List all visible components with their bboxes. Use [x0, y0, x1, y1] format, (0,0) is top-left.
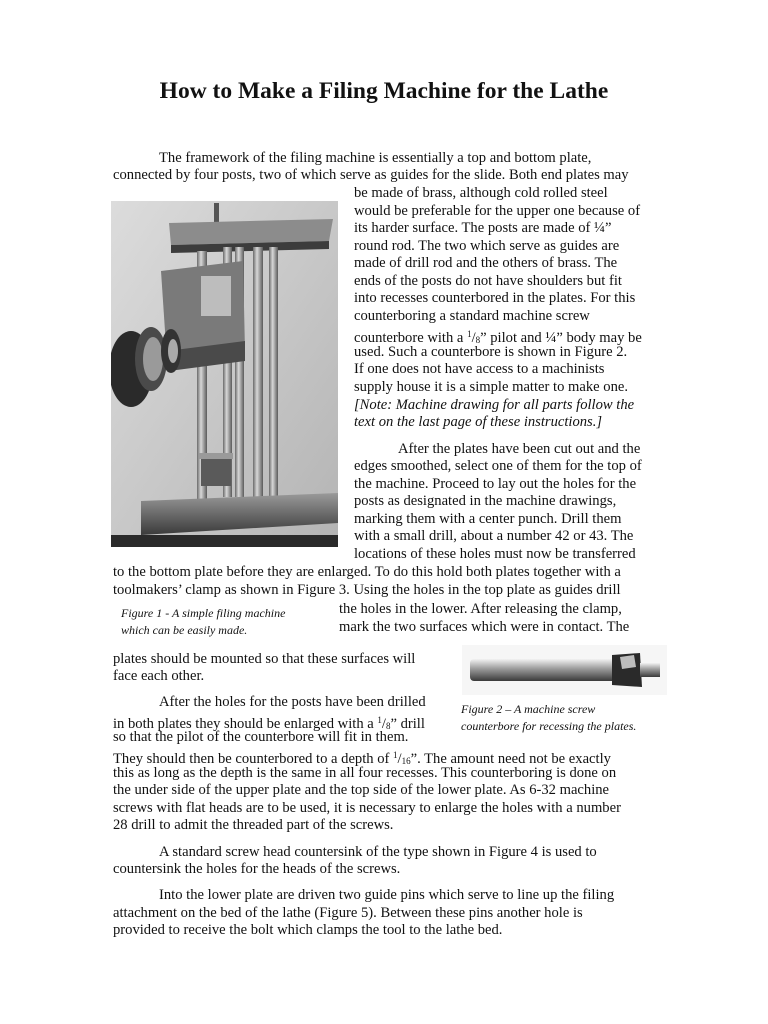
- text-line: to the bottom plate before they are enlarged. To do this hold both plates together with a: [113, 564, 621, 580]
- text-line: edges smoothed, select one of them for the top of: [354, 458, 642, 474]
- text-line: its harder surface. The posts are made of ¼”: [354, 220, 612, 236]
- text-segment: in both plates they should be enlarged with a: [113, 716, 378, 732]
- text-line: the under side of the upper plate and the top side of the lower plate. As 6-32 machine: [113, 782, 610, 798]
- text-line: toolmakers’ clamp as shown in Figure 3. Using the holes in the top plate as guides drill: [113, 582, 621, 598]
- text-line: posts as designated in the machine drawings,: [354, 493, 617, 509]
- text-segment: counterbore with a: [354, 330, 468, 346]
- text-line: be made of brass, although cold rolled steel: [354, 185, 608, 201]
- text-line: attachment on the bed of the lathe (Figure 5). Between these pins another hole is: [113, 905, 583, 921]
- fraction-denominator: 16: [401, 756, 411, 766]
- text-line: into recesses counterbored in the plates. For this: [354, 290, 636, 306]
- text-line: Into the lower plate are driven two guide pins which serve to line up the filing: [159, 887, 615, 903]
- fraction-numerator: 1: [393, 750, 398, 760]
- filing-machine-photo: [111, 201, 338, 547]
- text-line-fraction: They should then be counterbored to a depth of $^1$/16”. The amount need not be exactly: [113, 750, 611, 767]
- fraction-numerator: 1: [467, 329, 472, 339]
- text-line: After the holes for the posts have been drilled: [159, 694, 426, 710]
- text-line-fraction: counterbore with a $^1$/8” pilot and ¼” body may be: [354, 329, 642, 346]
- text-line: After the plates have been cut out and the: [398, 441, 641, 457]
- text-segment: ” pilot and ¼” body may be: [480, 330, 642, 346]
- text-line: used. Such a counterbore is shown in Figure 2.: [354, 344, 628, 360]
- text-line-fraction: in both plates they should be enlarged with a $^1$/8” drill: [113, 715, 425, 732]
- text-line: A standard screw head countersink of the type shown in Figure 4 is used to: [159, 844, 597, 860]
- text-segment: They should then be counterbored to a depth of: [113, 751, 394, 767]
- counterbore-photo: [462, 645, 667, 695]
- text-line: screws with flat heads are to be used, it is necessary to enlarge the holes with a number: [113, 800, 621, 816]
- page-title: How to Make a Filing Machine for the Lathe: [159, 78, 609, 104]
- text-segment: ” drill: [390, 716, 425, 732]
- text-line: ends of the posts do not have shoulders but fit: [354, 273, 622, 289]
- text-line: plates should be mounted so that these surfaces will: [113, 651, 416, 667]
- fraction-denominator: 8: [385, 721, 391, 731]
- text-line: face each other.: [113, 668, 205, 684]
- figure-caption: which can be easily made.: [121, 623, 248, 637]
- note-line: [Note: Machine drawing for all parts follow the: [354, 397, 635, 413]
- text-line: marking them with a center punch. Drill them: [354, 511, 622, 527]
- fraction-denominator: 8: [475, 335, 481, 345]
- note-line: text on the last page of these instructions.]: [354, 414, 603, 430]
- text-line: round rod. The two which serve as guides are: [354, 238, 620, 254]
- figure-caption: Figure 2 – A machine screw: [461, 702, 596, 716]
- text-line: If one does not have access to a machinists: [354, 361, 605, 377]
- figure-caption: Figure 1 - A simple filing machine: [121, 606, 286, 620]
- text-line: would be preferable for the upper one because of: [354, 203, 641, 219]
- text-segment: ”. The amount need not be exactly: [410, 751, 611, 767]
- text-line: connected by four posts, two of which serve as guides for the slide. Both end plates may: [113, 167, 629, 183]
- fraction-numerator: 1: [377, 715, 382, 725]
- text-line: provided to receive the bolt which clamps the tool to the lathe bed.: [113, 922, 503, 938]
- text-line: this as long as the depth is the same in all four recesses. This counterboring is done on: [113, 765, 617, 781]
- text-line: the machine. Proceed to lay out the holes for the: [354, 476, 637, 492]
- text-line: 28 drill to admit the threaded part of the screws.: [113, 817, 394, 833]
- text-line: locations of these holes must now be transferred: [354, 546, 636, 562]
- text-line: mark the two surfaces which were in contact. The: [339, 619, 630, 635]
- text-line: The framework of the filing machine is essentially a top and bottom plate,: [159, 150, 592, 166]
- text-line: countersink the holes for the heads of the screws.: [113, 861, 401, 877]
- text-line: counterboring a standard machine screw: [354, 308, 590, 324]
- figure-caption: counterbore for recessing the plates.: [461, 719, 637, 733]
- text-line: so that the pilot of the counterbore will fit in them.: [113, 729, 409, 745]
- text-line: supply house it is a simple matter to make one.: [354, 379, 628, 395]
- text-line: with a small drill, about a number 42 or 43. The: [354, 528, 634, 544]
- text-line: the holes in the lower. After releasing the clamp,: [339, 601, 622, 617]
- text-line: made of drill rod and the others of brass. The: [354, 255, 618, 271]
